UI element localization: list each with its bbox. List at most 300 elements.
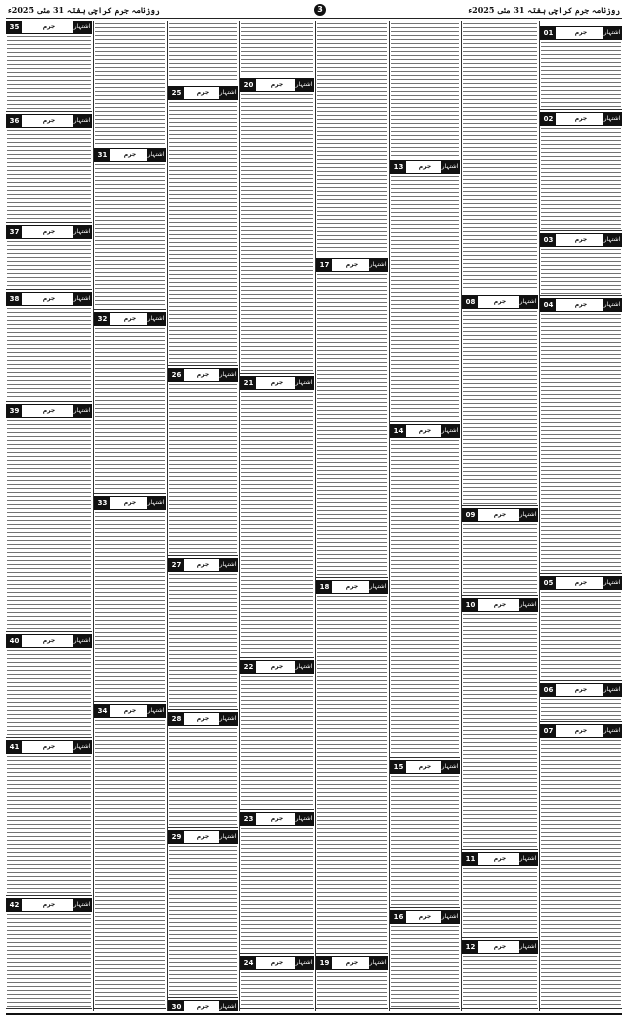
notice-number: 20 xyxy=(241,79,256,91)
masthead xyxy=(6,4,622,19)
notice-header xyxy=(462,508,538,522)
notice-number: 28 xyxy=(169,713,184,725)
notice-number: 06 xyxy=(541,684,556,696)
notice-body-text xyxy=(541,592,621,679)
notice-divider xyxy=(6,111,92,112)
notice-body-text xyxy=(463,614,537,848)
notice-body-text xyxy=(95,328,165,492)
notice-tag: اشتہار xyxy=(603,684,621,696)
notice-body-text xyxy=(95,720,165,1007)
notice-brand: جرم xyxy=(345,261,359,268)
legal-notice xyxy=(462,295,538,506)
notice-number: 14 xyxy=(391,425,406,437)
notice-header xyxy=(540,233,622,247)
notice-body-text xyxy=(7,914,91,1007)
notice-divider xyxy=(6,289,92,290)
notice-number: 18 xyxy=(317,581,332,593)
notice-brand: جرم xyxy=(42,295,56,302)
notice-tag: اشتہار xyxy=(73,293,91,305)
notice-divider xyxy=(240,953,314,954)
notice-number: 40 xyxy=(7,635,22,647)
notice-body-text xyxy=(463,868,537,936)
notice-header xyxy=(540,112,622,126)
notice-divider xyxy=(390,1008,460,1009)
notice-divider xyxy=(240,657,314,658)
notice-header xyxy=(168,712,238,726)
legal-notice xyxy=(316,258,388,578)
notice-divider xyxy=(316,1008,388,1009)
notice-body-text xyxy=(7,130,91,221)
legal-notice xyxy=(6,740,92,896)
page-column xyxy=(168,21,238,1011)
page-number-badge: 3 xyxy=(314,4,326,16)
notice-header xyxy=(168,368,238,382)
notice-tag: اشتہار xyxy=(73,115,91,127)
notice-header xyxy=(94,704,166,718)
notice-divider xyxy=(462,937,538,938)
notice-number: 12 xyxy=(463,941,478,953)
notice-body-text xyxy=(317,596,387,952)
notice-number: 04 xyxy=(541,299,556,311)
notice-header xyxy=(462,295,538,309)
legal-notice xyxy=(316,956,388,1009)
legal-notice xyxy=(390,160,460,422)
legal-notice xyxy=(540,576,622,681)
legal-notice xyxy=(6,404,92,632)
page-column xyxy=(240,21,314,1011)
notice-body-text xyxy=(541,314,621,572)
notice-number: 31 xyxy=(95,149,110,161)
notice-brand: جرم xyxy=(493,511,507,518)
notice-brand: جرم xyxy=(196,833,210,840)
notice-body-text xyxy=(169,23,237,82)
notice-brand: جرم xyxy=(42,743,56,750)
legal-notice xyxy=(6,114,92,223)
notice-brand: جرم xyxy=(196,561,210,568)
legal-notice xyxy=(390,760,460,908)
notice-divider xyxy=(168,997,238,998)
notice-number: 34 xyxy=(95,705,110,717)
notice-divider xyxy=(6,737,92,738)
notice-tag: اشتہار xyxy=(73,226,91,238)
notice-tag: اشتہار xyxy=(147,313,165,325)
notice-header xyxy=(240,660,314,674)
notice-number: 23 xyxy=(241,813,256,825)
notice-tag: اشتہار xyxy=(519,853,537,865)
notice-tag: اشتہار xyxy=(603,113,621,125)
notice-body-text xyxy=(7,420,91,630)
notice-brand: جرم xyxy=(196,1003,210,1010)
notice-number: 30 xyxy=(169,1001,184,1011)
notice-brand: جرم xyxy=(270,379,284,386)
notice-brand: جرم xyxy=(123,499,137,506)
notice-number: 37 xyxy=(7,226,22,238)
notice-divider xyxy=(168,555,238,556)
legal-notice xyxy=(540,683,622,722)
footer-rule xyxy=(6,1013,622,1015)
notice-tag: اشتہار xyxy=(295,957,313,969)
notice-body-text xyxy=(391,440,459,756)
notice-brand: جرم xyxy=(196,715,210,722)
notice-header xyxy=(168,86,238,100)
notice-header xyxy=(94,312,166,326)
notice-divider xyxy=(390,907,460,908)
notice-divider xyxy=(540,295,622,296)
notice-header xyxy=(540,26,622,40)
notice-divider xyxy=(540,680,622,681)
notice-body-text xyxy=(95,512,165,700)
notice-tag: اشتہار xyxy=(219,1001,237,1011)
legal-notice xyxy=(6,634,92,738)
legal-notice xyxy=(6,225,92,290)
notice-number: 21 xyxy=(241,377,256,389)
notice-brand: جرم xyxy=(123,315,137,322)
notice-tag: اشتہار xyxy=(147,149,165,161)
masthead-date-right: روزنامہ جرم کراچی ہفتہ 31 مئی 2025ء xyxy=(468,5,620,15)
notice-number: 16 xyxy=(391,911,406,923)
notice-divider xyxy=(6,631,92,632)
notice-continuation xyxy=(94,21,166,146)
notice-tag: اشتہار xyxy=(441,761,459,773)
legal-notice xyxy=(94,312,166,494)
notice-body-text xyxy=(541,42,621,108)
notice-number: 19 xyxy=(317,957,332,969)
notice-divider xyxy=(168,365,238,366)
notice-divider xyxy=(316,577,388,578)
legal-notice xyxy=(240,956,314,1009)
notice-body-text xyxy=(95,164,165,308)
notice-brand: جرم xyxy=(418,163,432,170)
notice-tag: اشتہار xyxy=(219,369,237,381)
notice-divider xyxy=(390,757,460,758)
notice-body-text xyxy=(541,740,621,1007)
notice-divider xyxy=(540,721,622,722)
notice-divider xyxy=(462,1008,538,1009)
notice-tag: اشتہار xyxy=(441,161,459,173)
notice-body-text xyxy=(169,384,237,554)
notice-number: 13 xyxy=(391,161,406,173)
notice-divider xyxy=(6,222,92,223)
notice-number: 24 xyxy=(241,957,256,969)
notice-tag: اشتہار xyxy=(147,705,165,717)
notice-tag: اشتہار xyxy=(441,911,459,923)
legal-notice xyxy=(94,704,166,1009)
notice-number: 07 xyxy=(541,725,556,737)
notice-continuation xyxy=(240,21,314,76)
notice-brand: جرم xyxy=(42,901,56,908)
page-column xyxy=(540,21,622,1011)
notice-tag: اشتہار xyxy=(73,635,91,647)
legal-notice xyxy=(316,580,388,954)
legal-notice xyxy=(390,424,460,758)
legal-notice xyxy=(240,660,314,810)
notice-header xyxy=(390,760,460,774)
notice-brand: جرم xyxy=(123,707,137,714)
notice-brand: جرم xyxy=(42,228,56,235)
notice-number: 03 xyxy=(541,234,556,246)
notice-header xyxy=(168,558,238,572)
notice-divider xyxy=(462,849,538,850)
notice-divider xyxy=(316,953,388,954)
legal-notice xyxy=(168,712,238,828)
notice-tag: اشتہار xyxy=(441,425,459,437)
notice-tag: اشتہار xyxy=(519,599,537,611)
legal-notice xyxy=(6,292,92,402)
notice-number: 42 xyxy=(7,899,22,911)
notice-divider xyxy=(168,709,238,710)
notice-brand: جرم xyxy=(493,855,507,862)
notice-tag: اشتہار xyxy=(295,79,313,91)
notice-tag: اشتہار xyxy=(73,899,91,911)
legal-notice xyxy=(94,496,166,702)
notice-header xyxy=(6,404,92,418)
notice-number: 36 xyxy=(7,115,22,127)
notice-tag: اشتہار xyxy=(519,509,537,521)
notice-body-text xyxy=(391,776,459,906)
notice-number: 01 xyxy=(541,27,556,39)
notice-body-text xyxy=(241,828,313,952)
notice-brand: جرم xyxy=(270,81,284,88)
notice-number: 32 xyxy=(95,313,110,325)
notice-divider xyxy=(94,493,166,494)
notice-brand: جرم xyxy=(493,943,507,950)
notice-body-text xyxy=(317,972,387,1007)
notice-divider xyxy=(6,401,92,402)
notice-body-text xyxy=(391,176,459,420)
notice-brand: جرم xyxy=(574,301,588,308)
page-column xyxy=(94,21,166,1011)
legal-notice xyxy=(168,1000,238,1011)
notice-divider xyxy=(6,1008,92,1009)
notice-brand: جرم xyxy=(42,117,56,124)
notice-body-text xyxy=(241,392,313,656)
notice-brand: جرم xyxy=(42,637,56,644)
notice-number: 22 xyxy=(241,661,256,673)
notice-header xyxy=(94,496,166,510)
notice-number: 29 xyxy=(169,831,184,843)
notice-number: 39 xyxy=(7,405,22,417)
notice-header xyxy=(6,898,92,912)
notice-header xyxy=(168,830,238,844)
notice-header xyxy=(390,424,460,438)
legal-notice xyxy=(94,148,166,310)
notice-tag: اشتہار xyxy=(73,741,91,753)
notice-tag: اشتہار xyxy=(73,21,91,33)
legal-notice xyxy=(540,233,622,296)
notice-body-text xyxy=(169,728,237,826)
notice-header xyxy=(6,21,92,34)
notice-header xyxy=(240,956,314,970)
notice-header xyxy=(168,1000,238,1011)
notice-body-text xyxy=(7,36,91,110)
notice-body-text xyxy=(463,956,537,1007)
notice-header xyxy=(6,225,92,239)
notice-brand: جرم xyxy=(270,959,284,966)
notice-tag: اشتہار xyxy=(369,259,387,271)
notice-body-text xyxy=(541,249,621,294)
legal-notice xyxy=(390,910,460,1009)
legal-notice xyxy=(168,558,238,710)
notice-divider xyxy=(462,595,538,596)
notice-number: 26 xyxy=(169,369,184,381)
notice-tag: اشتہار xyxy=(295,813,313,825)
legal-notice xyxy=(462,598,538,850)
notice-body-text xyxy=(7,241,91,288)
notice-divider xyxy=(540,1008,622,1009)
notice-tag: اشتہار xyxy=(295,661,313,673)
notice-header xyxy=(540,576,622,590)
notice-header xyxy=(240,376,314,390)
notice-brand: جرم xyxy=(574,29,588,36)
notice-number: 38 xyxy=(7,293,22,305)
notice-tag: اشتہار xyxy=(219,713,237,725)
notice-divider xyxy=(540,573,622,574)
page-column xyxy=(462,21,538,1011)
notice-body-text xyxy=(317,23,387,254)
notice-number: 08 xyxy=(463,296,478,308)
notice-body-text xyxy=(463,311,537,504)
notice-number: 10 xyxy=(463,599,478,611)
notice-body-text xyxy=(391,926,459,1007)
notice-divider xyxy=(168,827,238,828)
notice-header xyxy=(240,812,314,826)
notice-number: 15 xyxy=(391,761,406,773)
legal-notice xyxy=(6,898,92,1009)
legal-notice xyxy=(240,78,314,374)
legal-notice xyxy=(240,376,314,658)
notice-tag: اشتہار xyxy=(147,497,165,509)
notice-divider xyxy=(6,895,92,896)
notice-divider xyxy=(94,701,166,702)
notice-header xyxy=(6,740,92,754)
notice-body-text xyxy=(541,128,621,229)
notice-divider xyxy=(462,505,538,506)
notice-tag: اشتہار xyxy=(603,725,621,737)
notice-number: 25 xyxy=(169,87,184,99)
notice-body-text xyxy=(169,846,237,996)
notice-continuation xyxy=(316,21,388,256)
notice-divider xyxy=(240,373,314,374)
notice-header xyxy=(462,852,538,866)
notice-header xyxy=(390,910,460,924)
notice-header xyxy=(540,724,622,738)
notice-body-text xyxy=(463,524,537,594)
notice-number: 05 xyxy=(541,577,556,589)
notice-tag: اشتہار xyxy=(369,581,387,593)
legal-notice xyxy=(540,724,622,1009)
notice-body-text xyxy=(241,676,313,808)
legal-notice xyxy=(168,830,238,998)
notice-brand: جرم xyxy=(574,727,588,734)
notice-divider xyxy=(540,109,622,110)
notice-body-text xyxy=(241,94,313,372)
notice-body-text xyxy=(7,650,91,736)
legal-notice xyxy=(540,26,622,110)
notice-brand: جرم xyxy=(418,763,432,770)
notice-number: 41 xyxy=(7,741,22,753)
notice-continuation xyxy=(390,21,460,158)
notice-header xyxy=(240,78,314,92)
legal-notice xyxy=(240,812,314,954)
notice-tag: اشتہار xyxy=(603,299,621,311)
notice-tag: اشتہار xyxy=(603,27,621,39)
notice-header xyxy=(6,114,92,128)
notice-brand: جرم xyxy=(123,151,137,158)
notice-tag: اشتہار xyxy=(295,377,313,389)
notice-header xyxy=(540,298,622,312)
notice-body-text xyxy=(541,699,621,720)
notice-header xyxy=(6,634,92,648)
notice-number: 17 xyxy=(317,259,332,271)
notice-brand: جرم xyxy=(418,427,432,434)
notice-body-text xyxy=(391,23,459,156)
notice-header xyxy=(316,956,388,970)
notice-body-text xyxy=(95,23,165,144)
notice-body-text xyxy=(7,308,91,400)
notice-number: 02 xyxy=(541,113,556,125)
page-column xyxy=(6,21,92,1011)
notice-tag: اشتہار xyxy=(369,957,387,969)
notice-body-text xyxy=(241,23,313,74)
notice-brand: جرم xyxy=(345,583,359,590)
notice-brand: جرم xyxy=(345,959,359,966)
notice-tag: اشتہار xyxy=(73,405,91,417)
legal-notice xyxy=(462,852,538,938)
notice-continuation xyxy=(462,21,538,293)
notice-brand: جرم xyxy=(270,815,284,822)
notice-brand: جرم xyxy=(270,663,284,670)
legal-notice xyxy=(540,298,622,574)
notice-body-text xyxy=(317,274,387,576)
legal-notice xyxy=(168,368,238,556)
notice-tag: اشتہار xyxy=(603,234,621,246)
legal-notice xyxy=(540,112,622,231)
notice-number: 27 xyxy=(169,559,184,571)
notice-divider xyxy=(540,230,622,231)
notice-tag: اشتہار xyxy=(603,577,621,589)
notice-brand: جرم xyxy=(196,371,210,378)
notice-brand: جرم xyxy=(574,579,588,586)
notice-brand: جرم xyxy=(493,298,507,305)
notice-brand: جرم xyxy=(493,601,507,608)
notice-divider xyxy=(390,421,460,422)
notice-brand: جرم xyxy=(42,23,56,30)
legal-notice xyxy=(6,21,92,112)
notice-header xyxy=(94,148,166,162)
notice-body-text xyxy=(169,102,237,364)
notice-number: 11 xyxy=(463,853,478,865)
notice-header xyxy=(390,160,460,174)
notice-brand: جرم xyxy=(418,913,432,920)
notice-tag: اشتہار xyxy=(219,87,237,99)
notice-header xyxy=(540,683,622,697)
notice-number: 35 xyxy=(7,21,22,33)
notice-tag: اشتہار xyxy=(519,296,537,308)
notice-number: 09 xyxy=(463,509,478,521)
notice-continuation xyxy=(168,21,238,84)
page-column xyxy=(390,21,460,1011)
notice-body-text xyxy=(463,23,537,291)
notice-tag: اشتہار xyxy=(219,831,237,843)
legal-notice xyxy=(462,940,538,1009)
notice-tag: اشتہار xyxy=(219,559,237,571)
notice-brand: جرم xyxy=(574,686,588,693)
masthead-date-left: روزنامہ جرم کراچی ہفتہ 31 مئی 2025ء xyxy=(8,5,160,15)
page-column xyxy=(316,21,388,1011)
notice-body-text xyxy=(169,574,237,708)
notice-header xyxy=(316,258,388,272)
notice-header xyxy=(6,292,92,306)
